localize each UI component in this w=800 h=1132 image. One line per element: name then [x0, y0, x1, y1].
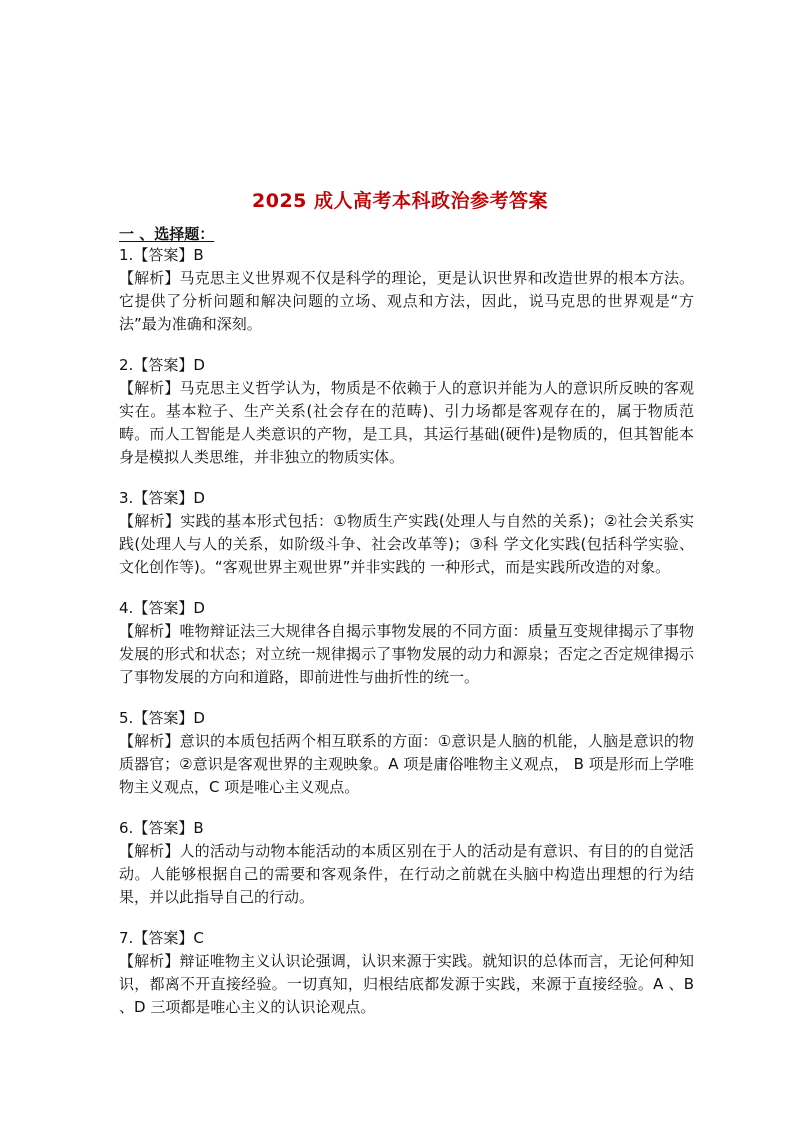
analysis-text: 唯物辩证法三大规律各自揭示事物发展的不同方面：质量互变规律揭示了事物发展的形式和状态；对立统一规律揭示了事物发展的动力和源泉；否定之否定规律揭示了事物发展的方向和道路，即前进性与曲折性的统一。	[119, 622, 694, 686]
answer-letter: D	[193, 709, 205, 727]
analysis-label: 【解析】	[119, 952, 180, 970]
question-number: 7.	[119, 929, 134, 947]
list-item	[119, 817, 694, 909]
analysis-paragraph	[119, 620, 694, 689]
analysis-label: 【解析】	[119, 512, 181, 530]
answer-line	[119, 707, 694, 730]
analysis-text: 人的活动与动物本能活动的本质区别在于人的活动是有意识、有目的的自觉活动。人能够根据自己的需要和客观条件，在行动之前就在头脑中构造出理想的行为结果，并以此指导自己的行动。	[119, 842, 694, 906]
answer-letter: D	[193, 489, 205, 507]
list-item	[119, 597, 694, 689]
section-heading: 一 、选择题：	[119, 225, 215, 243]
analysis-text: 辩证唯物主义认识论强调，认识来源于实践。就知识的总体而言，无论何种知识，都离不开直接经验。一切真知，归根结底都发源于实践，来源于直接经验。A 、B 、D 三项都是唯心主义的认识论观点。	[119, 952, 694, 1016]
analysis-text: 马克思主义世界观不仅是科学的理论，更是认识世界和改造世界的根本方法。它提供了分析问题和解决问题的立场、观点和方法，因此，说马克思的世界观是“方法”最为准确和深刻。	[119, 269, 694, 333]
analysis-text: 实践的基本形式包括：①物质生产实践(处理人与自然的关系)；②社会关系实践(处理人与人的关系，如阶级斗争、社会改革等)；③科 学文化实践(包括科学实验、文化创作等)。“客观世界主观世界”并非实践的 一种形式，而是实践所改造的对象。	[119, 512, 694, 576]
answer-line	[119, 927, 694, 950]
analysis-paragraph	[119, 730, 694, 799]
answer-letter: C	[193, 929, 204, 947]
list-item	[119, 927, 694, 1019]
document-title: 2025 成人高考本科政治参考答案	[252, 190, 548, 212]
analysis-text: 马克思主义哲学认为，物质是不依赖于人的意识并能为人的意识所反映的客观实在。基本粒子、生产关系(社会存在的范畴)、引力场都是客观存在的，属于物质范畴。而人工智能是人类意识的产物，是工具，其运行基础(硬件)是物质的，但其智能本身是模拟人类思维，并非独立的物质实体。	[119, 379, 694, 466]
answer-label: 【答案】	[133, 246, 194, 264]
question-number: 1.	[119, 246, 134, 264]
analysis-paragraph	[119, 510, 694, 579]
analysis-label: 【解析】	[119, 622, 180, 640]
answer-letter: B	[193, 246, 204, 264]
answer-label: 【答案】	[133, 356, 194, 374]
answer-label: 【答案】	[133, 819, 194, 837]
analysis-label: 【解析】	[119, 269, 180, 287]
analysis-paragraph	[119, 840, 694, 909]
answer-list	[119, 244, 694, 1037]
analysis-label: 【解析】	[119, 379, 180, 397]
answer-letter: D	[193, 356, 205, 374]
answer-line	[119, 817, 694, 840]
analysis-paragraph	[119, 267, 694, 336]
answer-line	[119, 354, 694, 377]
analysis-label: 【解析】	[119, 732, 180, 750]
answer-label: 【答案】	[133, 489, 194, 507]
analysis-paragraph	[119, 377, 694, 469]
answer-line	[119, 597, 694, 620]
analysis-label: 【解析】	[119, 842, 180, 860]
answer-label: 【答案】	[133, 599, 194, 617]
question-number: 5.	[119, 709, 134, 727]
list-item	[119, 244, 694, 336]
list-item	[119, 487, 694, 579]
analysis-text: 意识的本质包括两个相互联系的方面：①意识是人脑的机能，人脑是意识的物质器官；②意识是客观世界的主观映象。A 项是庸俗唯物主义观点， B 项是形而上学唯物主义观点，C 项是唯心主义观点。	[119, 732, 694, 796]
answer-line	[119, 244, 694, 267]
answer-line	[119, 487, 694, 510]
answer-letter: B	[193, 819, 204, 837]
question-number: 4.	[119, 599, 134, 617]
answer-label: 【答案】	[133, 929, 194, 947]
answer-label: 【答案】	[133, 709, 194, 727]
list-item	[119, 707, 694, 799]
list-item	[119, 354, 694, 469]
question-number: 3.	[119, 489, 134, 507]
question-number: 2.	[119, 356, 134, 374]
question-number: 6.	[119, 819, 134, 837]
analysis-paragraph	[119, 950, 694, 1019]
answer-letter: D	[193, 599, 205, 617]
